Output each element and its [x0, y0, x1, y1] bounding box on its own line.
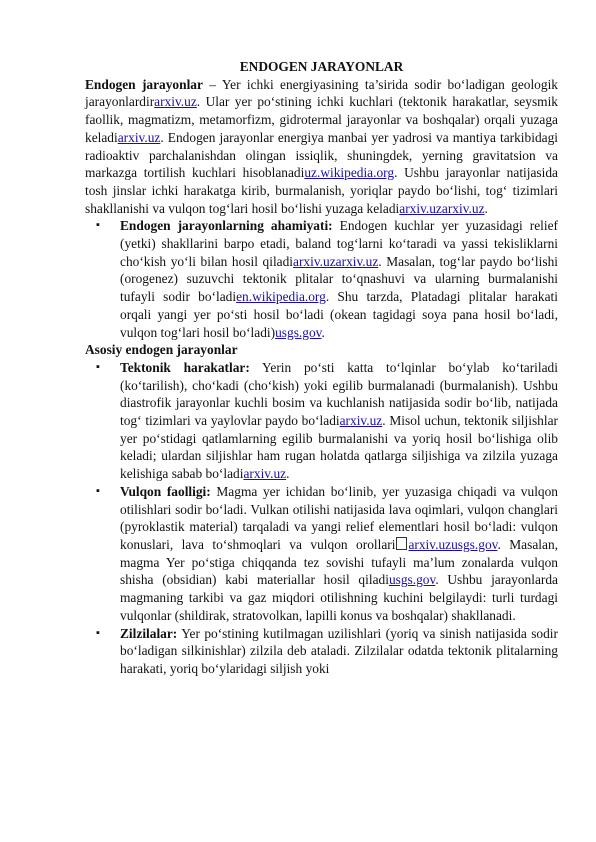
processes-list	[85, 359, 558, 678]
source-link[interactable]: arxiv.uz	[243, 466, 287, 482]
source-link[interactable]: arxiv.uzusgs.gov	[408, 536, 498, 552]
intro-paragraph: Endogen jarayonlar – Yer ichki energiyasining ta’sirida sodir bo‘ladigan geologik jarayonlardirarxiv.uz. Ular yer po‘stining ichki kuchlari (tektonik harakatlar, seysmik faollik, magmatizm, metamorfizm, gidrotermal jarayonlar va boshqalar) orqali yuzaga keladiarxiv.uz. Endogen jarayonlar energiya manbai yer yadrosi va mantiya tarkibidagi radioaktiv parchalanishdan olingan issiqlik, shuningdek, yerning gravitatsion va markazga tortilish kuchlari hisoblanadiuz.wikipedia.org. Ushbu jarayonlar natijasida tosh jinslar ichki harakatga kirib, burmalanish, yoriqlar paydo bo‘lishi, tog‘ tizimlari shakllanishi va vulqon tog‘lari hosil bo‘lishi yuzaga keladiarxiv.uzarxiv.uz.	[85, 76, 558, 216]
list-item: ▪ Tektonik harakatlar: Yerin po‘sti katta to‘lqinlar bo‘ylab ko‘tariladi (ko‘tarilish), cho‘kadi (cho‘kish) yoki egilib burmalanadi (burmalanish). Ushbu diastrofik jarayonlar kuchli bosim va kuchlanish natijasida sodir bo‘lib, natijada tog‘ tizimlari va yaylovlar paydo bo‘ladiarxiv.uz. Misol uchun, tektonik siljishlar yer po‘stidagi qatlamlarning egilib burmalanishi va yoriq hosil bo‘lishiga olib keladi; ulardan siljishlar ham rugan holatda qatlarga siljishiga va zilzila yuzaga kelishiga sabab bo‘ladiarxiv.uz.	[96, 359, 558, 482]
source-link[interactable]: arxiv.uz	[117, 129, 161, 145]
document-page	[85, 58, 558, 678]
item-lead: Tektonik harakatlar:	[120, 359, 250, 375]
item-lead: Zilzilalar:	[120, 625, 178, 641]
list-item: ▪ Vulqon faolligi: Magma yer ichidan bo‘linib, yer yuzasiga chiqadi va vulqon otilishlari sodir bo‘ladi. Vulkan otilishi natijasida lava oqimlari, vulqon changlari (pyroklastik material) tarqaladi va yangi relief elementlari hosil bo‘ladi: vulqon konuslari, lava to‘shmoqlari va vulqon orollari arxiv.uzusgs.gov. Masalan, magma Yer po‘stiga chiqqanda tez sovishi tufayli ma’lum zonalarda vulqon shisha (obsidian) kabi materiallar hosil qiladiusgs.gov. Ushbu jarayonlarda magmaning tarkibi va gaz miqdori otilishning kuchini belgilaydi: turli turdagi vulqonlar (shildirak, stratovolkan, lapilli konus va boshqalar) shakllanadi.	[96, 483, 558, 623]
section-heading: Asosiy endogen jarayonlar	[85, 342, 238, 358]
source-link[interactable]: arxiv.uz	[339, 413, 383, 429]
missing-glyph-icon	[396, 537, 407, 550]
bullet-icon: ▪	[96, 484, 100, 497]
source-link[interactable]: uz.wikipedia.org	[304, 165, 395, 181]
list-item: ▪ Endogen jarayonlarning ahamiyati: Endogen kuchlar yer yuzasidagi relief (yetki) shakllarini barpo etadi, baland tog‘larni ko‘taradi va yassi tekisliklarni cho‘kish yo‘li bilan hosil qiladiarxiv.uzarxiv.uz. Masalan, tog‘lar paydo bo‘lishi (orogenez) suzuvchi tektonik plitalar to‘qnashuvi va ularning burmalanishi tufayli sodir bo‘ladien.wikipedia.org. Shu tarzda, Platadagi plitalar harakati orqali yangi yer po‘sti hosil bo‘ladi (okean tagidagi soya pana hosil bo‘ladi, vulqon tog‘lari hosil bo‘ladi)usgs.gov.	[96, 218, 558, 340]
item-lead: Vulqon faolligi:	[120, 483, 211, 499]
list-item: ▪ Zilzilalar: Yer po‘stining kutilmagan uzilishlari (yoriq va sinish natijasida sodir bo‘ladigan silkinishlar) zilzila deb ataladi. Zilzilalar odatda tektonik plitalarning harakati, yoriq bo‘ylaridagi siljish yoki	[96, 625, 558, 676]
source-link[interactable]: usgs.gov	[388, 572, 436, 588]
bullet-icon: ▪	[96, 626, 100, 639]
source-link[interactable]: arxiv.uz	[154, 94, 197, 110]
bullet-icon: ▪	[96, 219, 100, 232]
source-link[interactable]: usgs.gov	[275, 324, 322, 340]
item-lead: Endogen jarayonlarning ahamiyati:	[120, 218, 333, 234]
intro-lead: Endogen jarayonlar	[85, 76, 203, 92]
page-title: ENDOGEN JARAYONLAR	[239, 59, 404, 74]
bullet-icon: ▪	[96, 360, 100, 373]
source-link[interactable]: arxiv.uzarxiv.uz	[399, 200, 485, 216]
source-link[interactable]: arxiv.uzarxiv.uz	[293, 253, 379, 269]
source-link[interactable]: en.wikipedia.org	[236, 289, 326, 305]
importance-list	[85, 217, 558, 341]
